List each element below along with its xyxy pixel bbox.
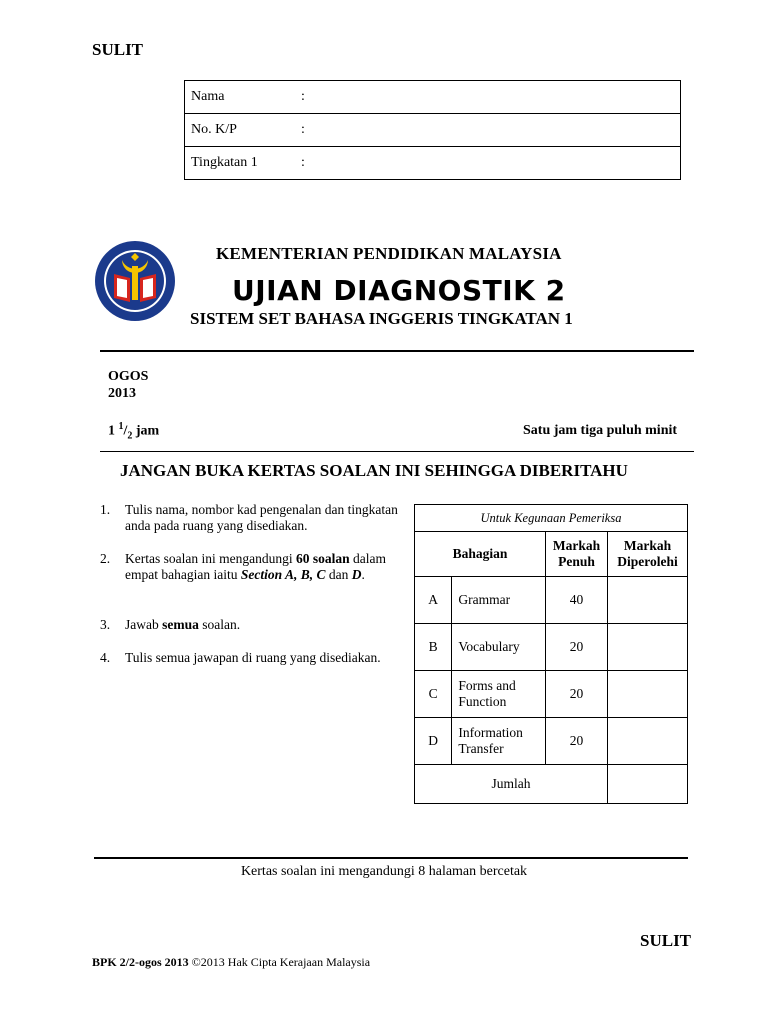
section-code: D xyxy=(415,718,452,765)
instruction-item xyxy=(100,502,400,534)
question-count: 60 soalan xyxy=(295,551,350,566)
table-row xyxy=(415,718,688,765)
header-obtained-marks: Markah Diperolehi xyxy=(608,532,688,577)
identity-row-form xyxy=(185,147,681,180)
section-last: D xyxy=(351,567,362,582)
duration-unit: jam xyxy=(135,423,160,439)
identity-row-name xyxy=(185,81,681,114)
section-name: Grammar xyxy=(452,577,546,624)
full-marks: 20 xyxy=(545,718,607,765)
duration-text: Satu jam tiga puluh minit xyxy=(523,423,678,438)
instruction-item xyxy=(100,617,400,633)
paper-code: BPK 2/2-ogos 2013 xyxy=(92,955,189,969)
duration-whole: 1 xyxy=(108,423,115,439)
section-code: C xyxy=(415,671,452,718)
instruction-number: 4. xyxy=(100,650,111,665)
total-row xyxy=(415,765,688,804)
instruction-text: Tulis semua jawapan di ruang yang disediakan. xyxy=(125,650,381,665)
section-name: Vocabulary xyxy=(452,624,546,671)
instruction-number: 2. xyxy=(100,551,111,566)
identity-table xyxy=(184,80,681,180)
section-code: B xyxy=(415,624,452,671)
examiner-table-caption: Untuk Kegunaan Pemeriksa xyxy=(415,505,688,532)
identity-form-field[interactable]: : xyxy=(295,147,681,180)
obtained-marks-cell[interactable] xyxy=(608,624,688,671)
full-marks: 40 xyxy=(545,577,607,624)
exam-month: OGOS xyxy=(108,369,149,384)
section-name: Forms and Function xyxy=(452,671,546,718)
identity-label: Tingkatan 1 xyxy=(185,147,296,180)
obtained-marks-cell[interactable] xyxy=(608,577,688,624)
divider xyxy=(100,451,694,452)
total-label: Jumlah xyxy=(415,765,608,804)
duration-numerator: 1 xyxy=(118,421,124,432)
instruction-text: Kertas soalan ini mengandungi 60 soalan dalam empat bahagian iaitu Section A, B, C dan D. xyxy=(125,551,386,582)
instruction-item xyxy=(100,650,400,666)
examiner-table xyxy=(414,504,688,804)
instruction-text: Tulis nama, nombor kad pengenalan dan tingkatan anda pada ruang yang disediakan. xyxy=(125,502,398,533)
section-list: Section A, B, C xyxy=(240,567,326,582)
exam-subtitle: SISTEM SET BAHASA INGGERIS TINGKATAN 1 xyxy=(190,309,573,328)
table-row xyxy=(415,624,688,671)
classification-top: SULIT xyxy=(92,40,144,59)
divider xyxy=(94,857,688,859)
full-marks: 20 xyxy=(545,671,607,718)
table-row xyxy=(415,577,688,624)
obtained-marks-cell[interactable] xyxy=(608,671,688,718)
exam-duration: 1 $^1/_2$ jam xyxy=(108,421,160,442)
identity-label: No. K/P xyxy=(185,114,296,147)
obtained-marks-cell[interactable] xyxy=(608,718,688,765)
identity-ic-field[interactable]: : xyxy=(295,114,681,147)
instruction-number: 1. xyxy=(100,502,111,517)
footer xyxy=(92,955,370,970)
identity-name-field[interactable]: : xyxy=(295,81,681,114)
header-section: Bahagian xyxy=(415,532,546,577)
copyright-text: ©2013 Hak Cipta Kerajaan Malaysia xyxy=(191,955,371,969)
exam-year: 2013 xyxy=(108,386,136,401)
instruction-item xyxy=(100,551,400,583)
ministry-name: KEMENTERIAN PENDIDIKAN MALAYSIA xyxy=(216,244,562,263)
section-code: A xyxy=(415,577,452,624)
section-name: Information Transfer xyxy=(452,718,546,765)
warning-heading: JANGAN BUKA KERTAS SOALAN INI SEHINGGA DIBERITAHU xyxy=(120,461,628,480)
identity-label: Nama xyxy=(185,81,296,114)
duration-denominator: 2 xyxy=(127,430,133,442)
page-count-note: Kertas soalan ini mengandungi 8 halaman bercetak xyxy=(240,864,528,879)
full-marks: 20 xyxy=(545,624,607,671)
divider xyxy=(100,350,694,352)
total-marks-cell[interactable] xyxy=(608,765,688,804)
header-full-marks: Markah Penuh xyxy=(545,532,607,577)
emphasis-all: semua xyxy=(162,617,199,632)
classification-bottom: SULIT xyxy=(640,931,692,950)
ministry-logo-icon xyxy=(94,240,176,322)
instruction-number: 3. xyxy=(100,617,111,632)
identity-row-ic xyxy=(185,114,681,147)
exam-title: UJIAN DIAGNOSTIK 2 xyxy=(232,274,566,307)
instruction-text: Jawab semua soalan. xyxy=(125,617,241,632)
table-row xyxy=(415,671,688,718)
